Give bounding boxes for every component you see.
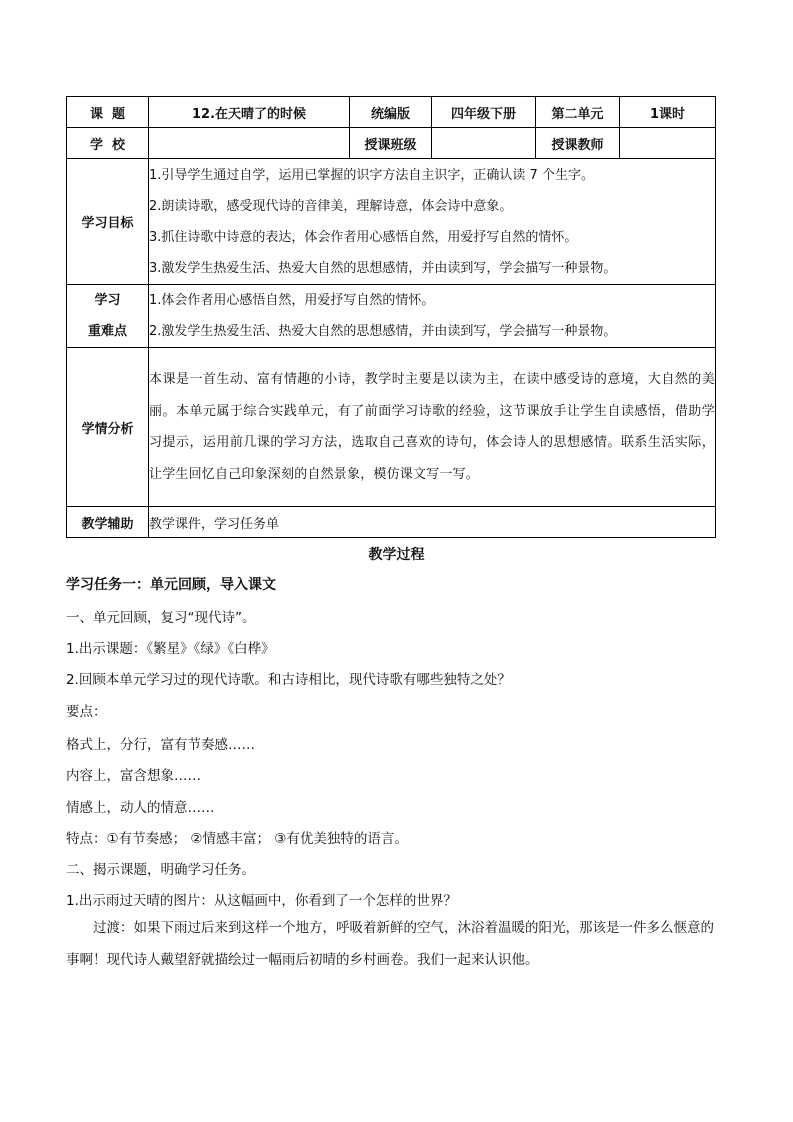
process-line: 2.回顾本单元学习过的现代诗歌。和古诗相比，现代诗歌有哪些独特之处？ — [66, 672, 511, 688]
teacher-value — [620, 128, 716, 159]
key-points-label — [67, 285, 149, 348]
analysis-label: 学情分析 — [67, 348, 149, 507]
table-row-analysis — [67, 348, 716, 507]
aids-label: 教学辅助 — [67, 507, 149, 538]
lesson-title: 12.在天晴了的时候 — [149, 97, 350, 128]
school-label: 学 校 — [67, 128, 149, 159]
table-row-key-points — [67, 285, 716, 348]
class-hours: 1课时 — [620, 97, 716, 128]
process-title: 教学过程 — [368, 547, 425, 563]
key-points-label-line1: 学习 — [94, 293, 121, 308]
key-point-item: 2.激发学生热爱生活、热爱大自然的思想感情，并由读到写，学会描写一种景物。 — [149, 324, 617, 339]
school-value — [149, 128, 350, 159]
table-row-school — [67, 128, 716, 159]
aids-text: 教学课件，学习任务单 — [149, 507, 716, 538]
grade: 四年级下册 — [432, 97, 536, 128]
process-line: 一、单元回顾，复习“现代诗”。 — [66, 610, 256, 626]
process-line: 内容上，富含想象…… — [66, 768, 201, 784]
class-label: 授课班级 — [350, 128, 432, 159]
key-point-item: 1.体会作者用心感悟自然，用爱抒写自然的情怀。 — [149, 293, 435, 308]
transition-paragraph: 过渡：如果下雨过后来到这样一个地方，呼吸着新鲜的空气，沐浴着温暖的阳光，那该是一件多么惬意的事啊！现代诗人戴望舒就描绘过一幅雨后初晴的乡村画卷。我们一起来认识他。 — [66, 920, 714, 968]
process-line: 格式上，分行，富有节奏感…… — [66, 737, 255, 753]
table-row-topic — [67, 97, 716, 128]
analysis-text: 本课是一首生动、富有情趣的小诗，教学时主要是以读为主，在读中感受诗的意境，大自然的美丽。本单元属于综合实践单元，有了前面学习诗歌的经验，这节课放手让学生自读感悟，借助学习提示，运用前几课的学习方法，选取自己喜欢的诗句，体会诗人的思想感情。联系生活实际，让学生回忆自己印象深刻的自然景象，模仿课文写一写。 — [149, 348, 716, 507]
goal-item: 1.引导学生通过自学，运用已掌握的识字方法自主识字，正确认读 7 个生字。 — [149, 167, 594, 183]
process-line: 1.出示雨过天晴的图片：从这幅画中，你看到了一个怎样的世界？ — [66, 893, 457, 909]
goal-item: 2.朗读诗歌，感受现代诗的音律美，理解诗意，体会诗中意象。 — [149, 198, 513, 214]
topic-label: 课 题 — [67, 97, 149, 128]
goals-label: 学习目标 — [67, 159, 149, 285]
unit: 第二单元 — [536, 97, 620, 128]
process-line: 二、揭示课题，明确学习任务。 — [66, 862, 255, 878]
process-line: 1.出示课题：《繁星》《绿》《白桦》 — [66, 641, 275, 657]
task1-heading: 学习任务一：单元回顾，导入课文 — [66, 577, 276, 593]
goal-item: 3.激发学生热爱生活、热爱大自然的思想感情，并由读到写，学会描写一种景物。 — [149, 260, 617, 276]
process-line: 情感上，动人的情意…… — [66, 800, 215, 816]
class-value — [432, 128, 536, 159]
process-line: 特点：①有节奏感； ②情感丰富； ③有优美独特的语言。 — [66, 831, 408, 847]
goals-content — [149, 159, 716, 285]
key-points-content — [149, 285, 716, 348]
teacher-label: 授课教师 — [536, 128, 620, 159]
table-row-goals — [67, 159, 716, 285]
table-row-aids — [67, 507, 716, 538]
process-line: 要点： — [66, 704, 107, 720]
goal-item: 3.抓住诗歌中诗意的表达，体会作者用心感悟自然，用爱抒写自然的情怀。 — [149, 229, 578, 245]
lesson-plan-table — [66, 96, 716, 538]
key-points-label-line2: 重难点 — [87, 324, 127, 339]
edition: 统编版 — [350, 97, 432, 128]
